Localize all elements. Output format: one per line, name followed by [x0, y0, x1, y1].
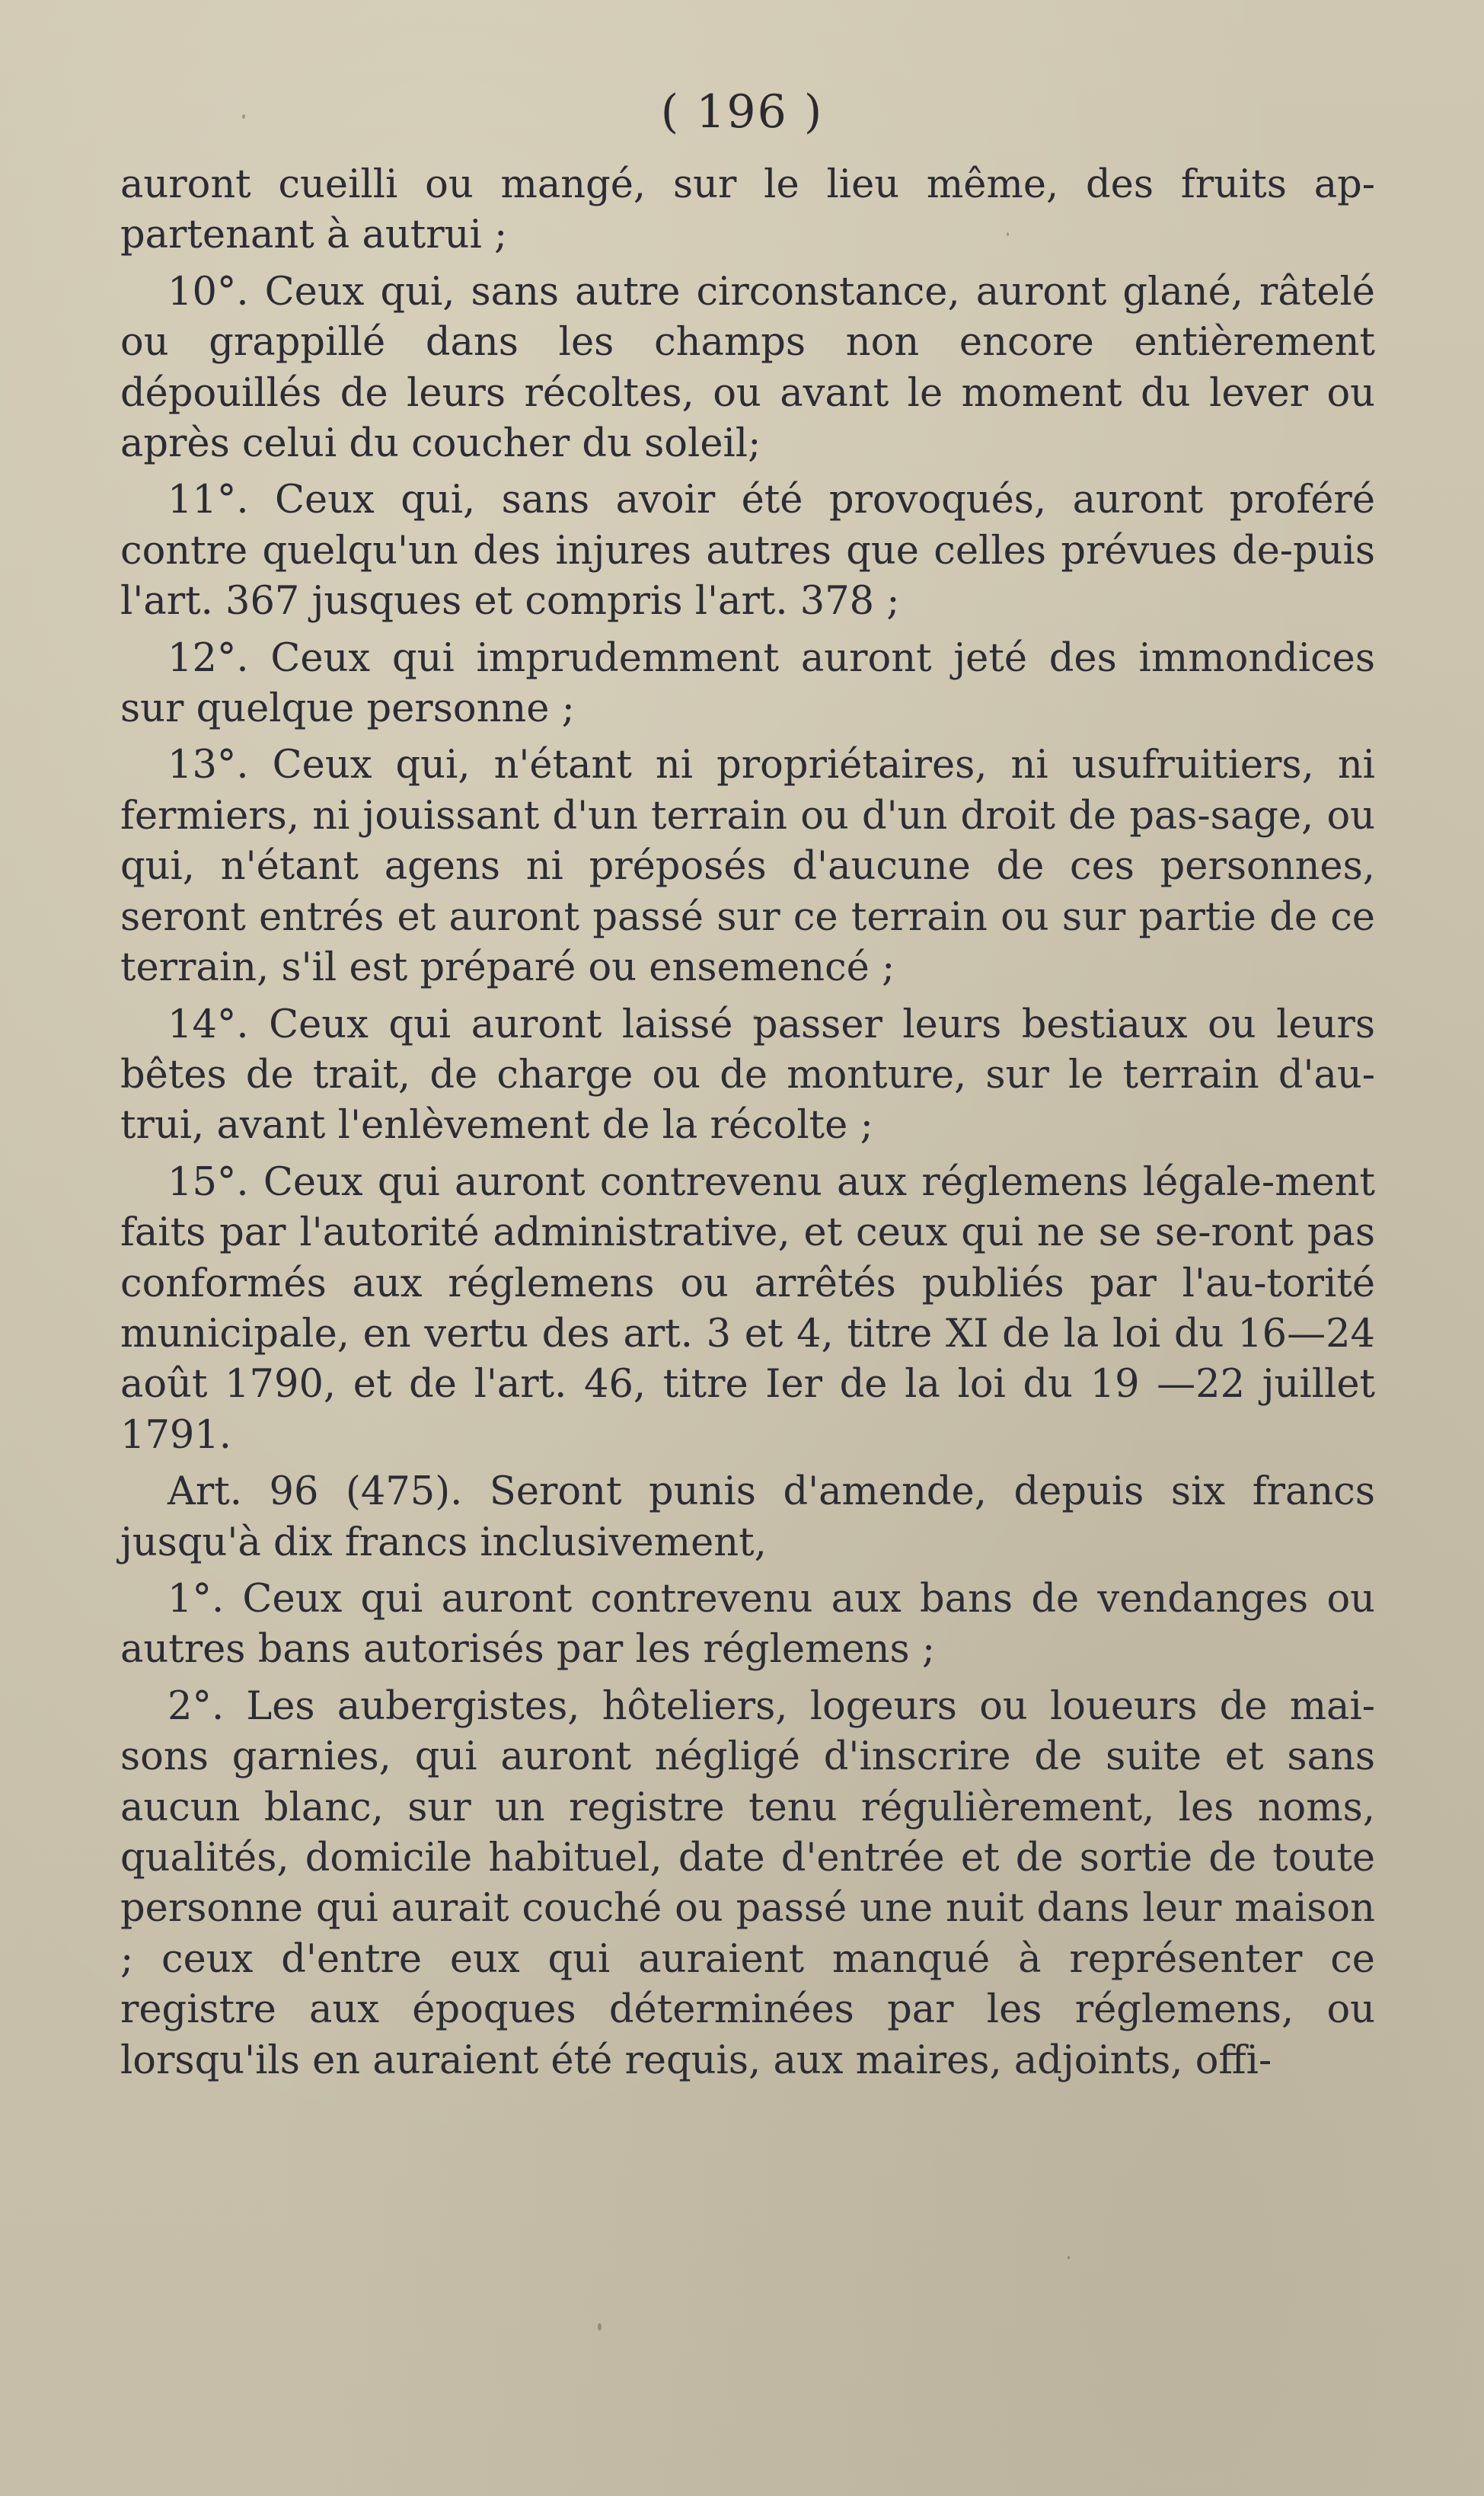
- paper-speck: [753, 1015, 758, 1020]
- paragraph-item-15: 15°. Ceux qui auront contrevenu aux réglemens légale-ment faits par l'autorité administrative, et ceux qui ne se se-ront pas conformés aux réglemens ou arrêtés publiés par l'au-torité municipale, en vertu des art. 3 et 4, titre XI de la loi du 16—24 août 1790, et de l'art. 46, titre Ier de la loi du 19 —22 juillet 1791.: [120, 1159, 1375, 1458]
- paragraph-article-96: Art. 96 (475). Seront punis d'amende, depuis six francs jusqu'à dix francs inclusivement,: [120, 1469, 1375, 1565]
- page-number: ( 196 ): [660, 85, 824, 139]
- paper-speck: [598, 2323, 602, 2331]
- paper-speck: [1068, 2256, 1070, 2259]
- paper-speck: [1007, 232, 1009, 236]
- paragraph-item-13: 13°. Ceux qui, n'étant ni propriétaires, ni usufruitiers, ni fermiers, ni jouissant d'un terrain ou d'un droit de pas-sage, ou qui, n'étant agens ni préposés d'aucune de ces personnes, seront entrés et auront passé sur ce terrain ou sur partie de ce terrain, s'il est préparé ou ensemencé ;: [120, 743, 1375, 991]
- body-text: [120, 160, 1375, 2092]
- paragraph-item-12: 12°. Ceux qui imprudemment auront jeté des immondices sur quelque personne ;: [120, 635, 1375, 732]
- paragraph-item-2: 2°. Les aubergistes, hôteliers, logeurs ou loueurs de mai-sons garnies, qui auront négligé d'inscrire de suite et sans aucun blanc, sur un registre tenu régulièrement, les noms, qualités, domicile habituel, date d'entrée et de sortie de toute personne qui aurait couché ou passé une nuit dans leur maison ; ceux d'entre eux qui auraient manqué à représenter ce registre aux époques déterminées par les réglemens, ou lorsqu'ils en auraient été requis, aux maires, adjoints, offi-: [120, 1683, 1375, 2083]
- paragraph-item-1: 1°. Ceux qui auront contrevenu aux bans de vendanges ou autres bans autorisés par les réglemens ;: [120, 1576, 1375, 1673]
- paragraph-item-10: 10°. Ceux qui, sans autre circonstance, auront glané, râtelé ou grappillé dans les champs non encore entièrement dépouillés de leurs récoltes, ou avant le moment du lever ou après celui du coucher du soleil;: [120, 269, 1375, 467]
- paragraph-continuation: auront cueilli ou mangé, sur le lieu même, des fruits ap-partenant à autrui ;: [120, 162, 1375, 258]
- paragraph-item-14: 14°. Ceux qui auront laissé passer leurs bestiaux ou leurs bêtes de trait, de charge ou de monture, sur le terrain d'au-trui, avant l'enlèvement de la récolte ;: [120, 1002, 1375, 1149]
- paper-speck: [242, 114, 245, 119]
- paragraph-item-11: 11°. Ceux qui, sans avoir été provoqués, auront proféré contre quelqu'un des injures autres que celles prévues de-puis l'art. 367 jusques et compris l'art. 378 ;: [120, 478, 1375, 625]
